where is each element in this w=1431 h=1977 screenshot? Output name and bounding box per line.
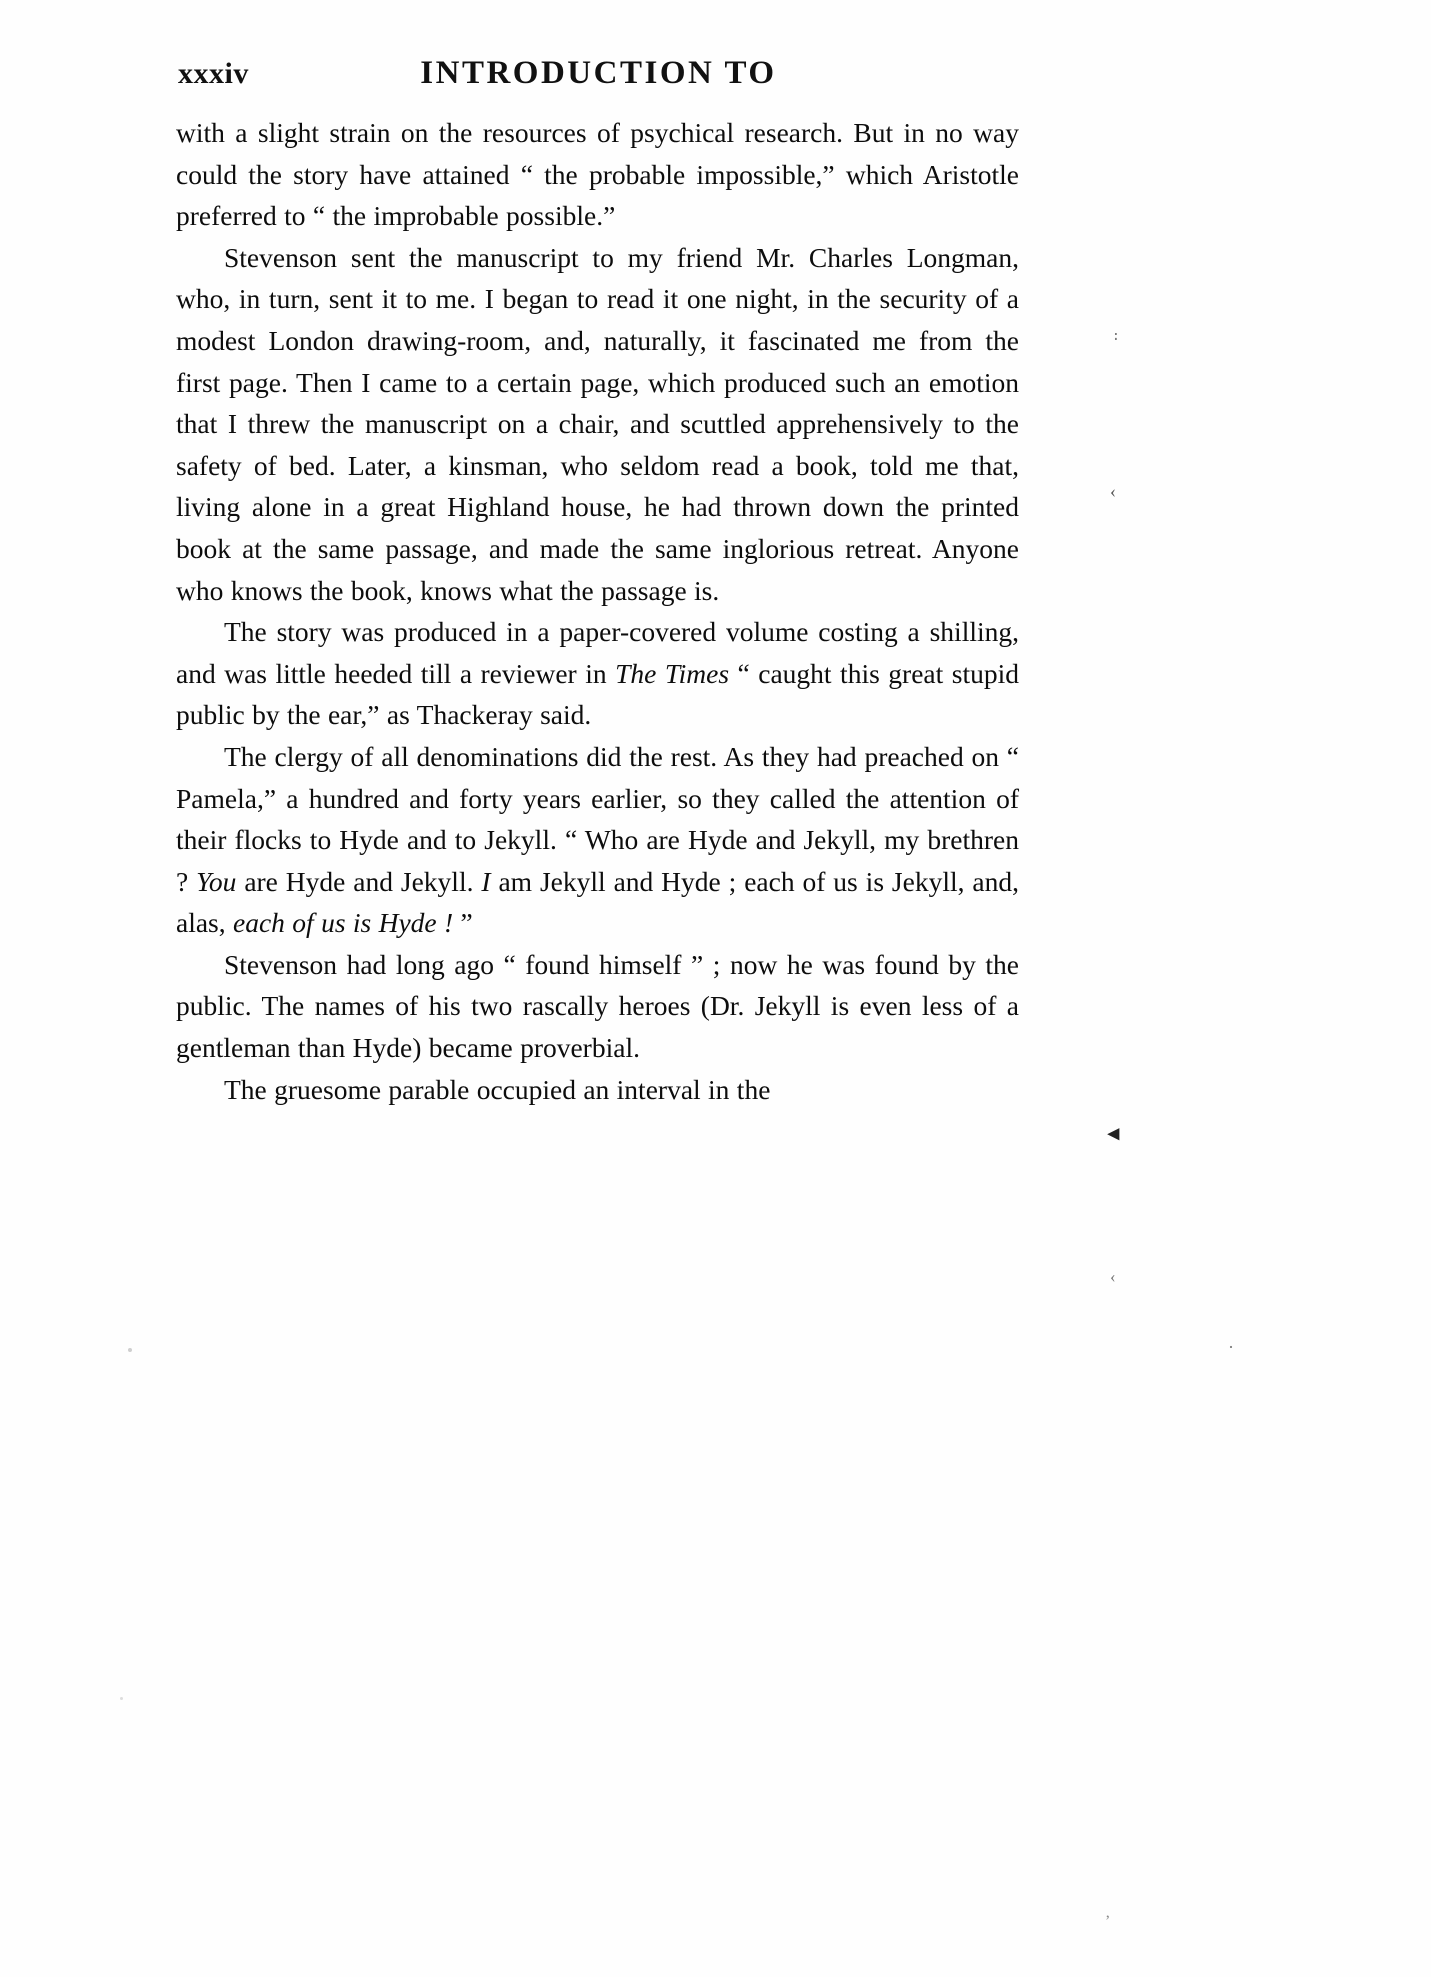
margin-mark-icon: ‹ bbox=[1110, 481, 1116, 501]
scan-speck bbox=[128, 1348, 132, 1352]
paragraph-6: The gruesome parable occupied an interval in the bbox=[224, 1073, 771, 1105]
paragraph-2: Stevenson sent the manuscript to my friend Mr. Charles Longman, who, in turn, sent it to me. I began to read it one night, in the security of a modest London drawing-room, and, naturally, it fascinated me from the first page. Then I came to a certain page, which produced such an emotion that I threw the manuscript on a chair, and scuttled apprehensively to the safety of bed. Later, a kinsman, who seldom read a book, told me that, living alone in a great Highland house, he had thrown down the printed book at the same passage, and made the same inglorious retreat. Anyone who knows the book, knows what the passage is. bbox=[176, 241, 1019, 606]
body-text bbox=[176, 112, 1019, 1110]
paragraph-1: with a slight strain on the resources of psychical research. But in no way could the story have attained “ the probable impossible,” which Aristotle preferred to “ the improbable possible.” bbox=[176, 117, 1019, 232]
margin-mark-icon: · bbox=[1228, 1337, 1234, 1357]
scan-speck bbox=[120, 1697, 123, 1700]
margin-mark-icon: ‹ bbox=[1110, 1267, 1116, 1286]
page-number: xxxiv bbox=[178, 57, 249, 90]
margin-mark-icon: ։ bbox=[1113, 325, 1119, 344]
paragraph-5: Stevenson had long ago “ found himself ” ; now he was found by the public. The names of his two rascally heroes (Dr. Jekyll is even less of a gentleman than Hyde) became proverbial. bbox=[176, 948, 1019, 1064]
margin-mark-icon: ’ bbox=[1105, 1913, 1111, 1930]
paragraph-3: The story was produced in a paper-covered volume costing a shilling, and was little heeded till a reviewer in The Times “ caught this great stupid public by the ear,” as Thackeray said. bbox=[176, 616, 1019, 731]
paragraph-4: The clergy of all denominations did the rest. As they had preached on “ Pamela,” a hundred and forty years earlier, so they called the attention of their flocks to Hyde and to Jekyll. “ Who are Hyde and Jekyll, my brethren ? You are Hyde and Jekyll. I am Jekyll and Hyde ; each of us is Jekyll, and, alas, each of us is Hyde ! ” bbox=[176, 740, 1019, 939]
margin-mark-icon: ◂ bbox=[1108, 1120, 1120, 1145]
running-head: INTRODUCTION TO bbox=[420, 55, 777, 91]
page-header bbox=[178, 55, 1018, 103]
